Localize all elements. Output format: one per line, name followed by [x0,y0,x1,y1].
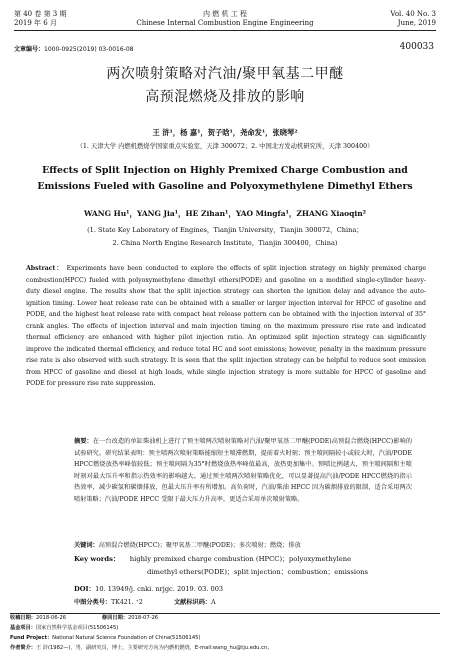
fund-cn-label: 基金项目： [10,625,36,631]
doi [74,583,223,593]
fund-en-label: Fund Project： [10,635,53,641]
article-number-value: 1000-0925(2019) 03-0016-08 [44,46,134,53]
clc-label: 中图分类号： [74,599,112,606]
footnote-dates [10,614,440,624]
journal-name-en: Chinese Internal Combustion Engine Engineering [136,18,314,27]
article-number-label: 文章编号： [14,46,45,53]
volume-en: Vol. 40 No. 3 [390,10,436,18]
received-date: 2018-06-26 [35,615,67,621]
header-right [390,10,436,27]
footnote-fund-cn [10,624,440,634]
keywords-cn-label: 关键词： [74,542,99,549]
keywords-cn-text: 高预混合燃烧(HPCC)；聚甲氧基二甲醚(PODE)；多次喷射；燃烧；排放 [98,542,301,549]
keywords-cn [74,540,412,549]
abstract-en-label: Abstract： [26,265,64,272]
footnotes [10,613,440,654]
fund-en-text: National Natural Science Foundation of China(51506145) [52,635,201,641]
keywords-en [74,553,412,579]
abstract-cn-text: 在一台改造的单缸柴油机上进行了预主喷两次喷射策略对汽油/聚甲氧基二甲醚(PODE)高预混合燃烧(HPCC)影响的试验研究。研究结果表明：预主喷两次喷射策略能缩短主喷滞燃期，提前着火时刻；预主喷间隔较小或较大时，汽油/PODE HPCC燃烧放热率峰值较低；预主喷间隔为35°时燃烧放热率峰值最高，放热更加集中。预喷比例越大，预主喷间隔和主喷时刻对最大压升率和指示热效率的影响越大。通过预主喷两次喷射策略优化，可以显著提高汽油/PODE HPCC燃烧的指示热效率，减少碳氢和碳烟排放，但最大压升率有所增加。高负荷时，汽油/柴油 HPCC 因为碳烟排放的限制，适合采用两次喷射策略；汽油/PODE HPCC 受限于最大压力升高率，更适合采用单次喷射策略。 [74,438,413,503]
volume-cn: 第 40 卷 第 3 期 [14,10,67,18]
running-header [14,8,436,31]
fund-cn-text: 国家自然科学基金项目(51506145) [35,625,119,631]
abstract-en [26,263,426,390]
keywords-en-label: Key words： [74,555,120,563]
abstract-cn [74,436,412,506]
keywords-en-line-1: highly premixed charge combustion (HPCC)；polyoxymethylene [129,555,352,563]
revised [102,614,158,624]
revised-label: 修回日期： [102,615,128,621]
date-cn: 2019 年 6 月 [14,18,57,27]
document-code [174,597,216,606]
affiliation-cn: （1. 天津大学 内燃机燃烧学国家重点实验室，天津 300072；2. 中国北方发动机研究所，天津 300400） [76,143,374,150]
page-code: 400033 [399,42,434,52]
author-bio-label: 作者简介： [10,645,36,651]
keywords-en-line-2: dimethyl ethers(PODE)；split injection；combustion；emissions [147,568,369,576]
abstract-en-text: Experiments have been conducted to explore the effects of split injection strategy on highly premixed charge combustion(HPCC) fueled with polyoxymethylene dimethyl ethers(PODE) and gasoline on a modified single-cylinder heavy-duty diesel engine. The results show that the split injection strategy can shorten the ignition delay and advance the auto-ignition timing. Lower heat release rate can be obtained with a smaller or larger injection interval for HPCC of gasoline and PODE, and the highest heat release rate with compact heat release pattern can be obtained with the injection interval of 35° crank angles. The effects of injection interval and main injection timing on the maximum pressure rise rate and indicated thermal efficiency are enhanced with higher pilot injection ratio. An optimized split injection strategy can significantly improve the indicated thermal efficiency, and reduce total HC and soot emissions; however, penalty in the maximum pressure rise rate is also observed with such strategy. It is seen that the split injection strategy can be helpful to reduce soot emission from HPCC of gasoline and diesel at high loads, while single injection strategy is more suitable for HPCC of gasoline and PODE for pressure rise rate suppression. [26,265,426,387]
document-code-value: A [211,599,216,606]
title-cn-line-1: 两次喷射策略对汽油/聚甲氧基二甲醚 [106,66,344,82]
article-number [14,44,133,53]
authors-cn: 王 浒¹，杨 嘉¹，贺子晗¹，尧命发¹，张晓琴² [152,128,298,137]
authors-en: WANG Hu¹，YANG Jia¹，HE Zihan¹，YAO Mingfa¹，ZHANG Xiaoqin² [83,209,367,218]
title-cn-line-2: 高预混燃烧及排放的影响 [145,89,305,105]
affiliation-en-line-1: (1. State Key Laboratory of Engines，Tianjin University，Tianjin 300072，China； [87,226,363,234]
doi-label: DOI： [74,585,96,593]
footnote-author [10,644,440,654]
affiliation-en-line-2: 2. China North Engine Research Institute，Tianjin 300400，China) [112,239,338,247]
journal-name-cn: 内 燃 机 工 程 [203,10,247,18]
clc-value: TK421. ⁺2 [111,599,143,606]
header-center [14,10,436,27]
footnote-fund-en [10,634,440,644]
document-code-label: 文献标识码： [174,599,212,606]
revised-date: 2018-07-26 [127,615,159,621]
author-bio-text: 王 浒(1982—)，男，副研究员，博士，主要研究方向为内燃机燃烧，E-mail:wang_hu@tju.edu.cn。 [35,645,273,651]
doi-value: 10. 13949/j. cnki. nrjgc. 2019. 03. 003 [95,585,224,593]
classification [74,597,412,606]
date-en: June, 2019 [397,18,436,27]
abstract-cn-label: 摘要： [74,438,93,445]
title-en-line-2: Emissions Fueled with Gasoline and Polyoxymethylene Dimethyl Ethers [37,181,413,192]
received-label: 收稿日期： [10,615,36,621]
title-en-line-1: Effects of Split Injection on Highly Premixed Charge Combustion and [42,165,408,176]
